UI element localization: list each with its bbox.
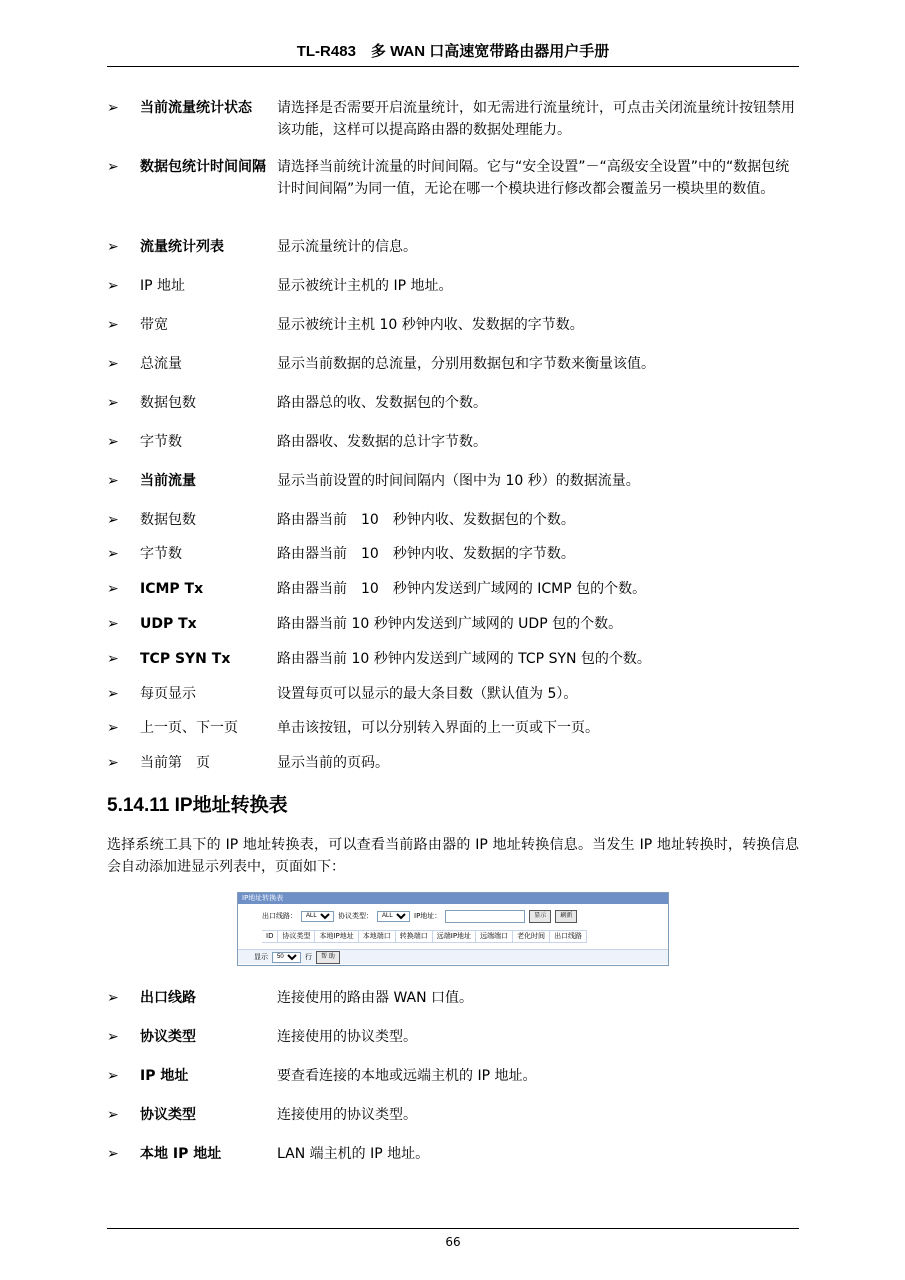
bullet-icon: ➢ [107, 356, 119, 372]
table-column-header: 老化时间 [513, 931, 550, 942]
refresh-button[interactable]: 刷新 [555, 910, 577, 923]
definition-term: 带宽 [140, 317, 168, 333]
definition-term: 字节数 [140, 546, 182, 562]
table-column-header: ID [262, 931, 278, 942]
page-size-select[interactable] [272, 952, 301, 963]
ip-input[interactable] [445, 910, 525, 923]
screenshot-footer [238, 949, 668, 964]
table-column-header: 出口线路 [550, 931, 587, 942]
bullet-icon: ➢ [107, 581, 119, 597]
out-line-select[interactable] [301, 911, 334, 922]
bullet-icon: ➢ [107, 1107, 119, 1123]
bullet-icon: ➢ [107, 278, 119, 294]
filter-bar [262, 909, 577, 923]
page-number: 66 [445, 1235, 461, 1249]
definition-desc: 显示当前设置的时间间隔内（图中为 10 秒）的数据流量。 [277, 473, 640, 489]
bullet-icon: ➢ [107, 317, 119, 333]
definition-term: 当前第 页 [140, 755, 210, 771]
definition-desc: 显示当前数据的总流量，分别用数据包和字节数来衡量该值。 [277, 356, 655, 372]
definition-desc: 显示被统计主机的 IP 地址。 [277, 278, 453, 294]
definition-term: 每页显示 [140, 686, 196, 702]
definition-desc: 设置每页可以显示的最大条目数（默认值为 5）。 [277, 686, 578, 702]
definition-term: 总流量 [140, 356, 182, 372]
definition-desc: 路由器当前 10 秒钟内发送到广域网的 ICMP 包的个数。 [277, 581, 647, 597]
table-header [262, 930, 587, 943]
definition-term: 数据包数 [140, 395, 196, 411]
page-header: TL-R483 多 WAN 口高速宽带路由器用户手册 [296, 43, 610, 60]
bullet-icon: ➢ [107, 546, 119, 562]
definition-desc: 路由器总的收、发数据包的个数。 [277, 395, 487, 411]
definition-desc: LAN 端主机的 IP 地址。 [277, 1146, 430, 1162]
definition-desc: 连接使用的协议类型。 [277, 1029, 417, 1045]
table-column-header: 协议类型 [278, 931, 315, 942]
bullet-icon: ➢ [107, 239, 119, 255]
definition-term: 出口线路 [140, 990, 196, 1006]
page-size-unit: 行 [305, 953, 312, 961]
bullet-icon: ➢ [107, 651, 119, 667]
definition-term: 协议类型 [140, 1029, 196, 1045]
table-column-header: 转换端口 [396, 931, 433, 942]
definition-term: 数据包数 [140, 512, 196, 528]
screenshot-title: IP地址转换表 [238, 893, 668, 904]
definition-term: 流量统计列表 [140, 239, 224, 255]
definition-term: 本地 IP 地址 [140, 1146, 222, 1162]
protocol-select[interactable] [377, 911, 410, 922]
definition-desc: 显示流量统计的信息。 [277, 239, 417, 255]
definition-desc: 单击该按钮，可以分别转入界面的上一页或下一页。 [277, 720, 599, 736]
show-button[interactable]: 显示 [529, 910, 551, 923]
definition-desc: 显示当前的页码。 [277, 755, 389, 771]
ip-translation-table-screenshot [237, 892, 669, 966]
bullet-icon: ➢ [107, 1029, 119, 1045]
bullet-icon: ➢ [107, 616, 119, 632]
definition-desc: 路由器当前 10 秒钟内收、发数据包的个数。 [277, 512, 575, 528]
definition-desc: 路由器收、发数据的总计字节数。 [277, 434, 487, 450]
header-rule [107, 66, 799, 67]
definition-desc: 显示被统计主机 10 秒钟内收、发数据的字节数。 [277, 317, 584, 333]
protocol-label: 协议类型： [338, 912, 373, 920]
footer-rule [107, 1228, 799, 1229]
definition-term: 当前流量 [140, 473, 196, 489]
definition-term: TCP SYN Tx [140, 651, 231, 667]
table-column-header: 本地端口 [359, 931, 396, 942]
bullet-icon: ➢ [107, 100, 119, 116]
definition-term: 字节数 [140, 434, 182, 450]
bullet-icon: ➢ [107, 1146, 119, 1162]
definition-desc: 路由器当前 10 秒钟内发送到广域网的 UDP 包的个数。 [277, 616, 623, 632]
definition-desc: 请选择当前统计流量的时间间隔。它与“安全设置”－“高级安全设置”中的“数据包统计时间间隔”为同一值，无论在哪一个模块进行修改都会覆盖另一模块里的数值。 [277, 159, 790, 197]
definition-desc: 路由器当前 10 秒钟内收、发数据的字节数。 [277, 546, 575, 562]
definition-term: IP 地址 [140, 278, 186, 294]
section-intro: 选择系统工具下的 IP 地址转换表，可以查看当前路由器的 IP 地址转换信息。当发生 IP 地址转换时，转换信息会自动添加进显示列表中，页面如下： [107, 837, 799, 875]
bullet-icon: ➢ [107, 686, 119, 702]
bullet-icon: ➢ [107, 990, 119, 1006]
table-column-header: 远端IP地址 [433, 931, 476, 942]
definition-desc: 要查看连接的本地或远端主机的 IP 地址。 [277, 1068, 537, 1084]
bullet-icon: ➢ [107, 159, 119, 175]
definition-desc: 连接使用的路由器 WAN 口值。 [277, 990, 474, 1006]
definition-term: 协议类型 [140, 1107, 196, 1123]
definition-desc: 连接使用的协议类型。 [277, 1107, 417, 1123]
page-size-label: 显示 [254, 953, 268, 961]
bullet-icon: ➢ [107, 512, 119, 528]
definition-desc: 路由器当前 10 秒钟内发送到广域网的 TCP SYN 包的个数。 [277, 651, 651, 667]
ip-label: IP地址： [414, 912, 442, 920]
definition-term: 当前流量统计状态 [140, 100, 252, 116]
bullet-icon: ➢ [107, 720, 119, 736]
definition-term: 上一页、下一页 [140, 720, 238, 736]
definition-desc: 请选择是否需要开启流量统计，如无需进行流量统计，可点击关闭流量统计按钮禁用该功能，这样可以提高路由器的数据处理能力。 [277, 100, 795, 138]
bullet-icon: ➢ [107, 473, 119, 489]
section-title: 5.14.11 IP地址转换表 [107, 795, 288, 816]
definition-term: UDP Tx [140, 616, 197, 632]
help-button[interactable]: 帮 助 [316, 951, 340, 964]
bullet-icon: ➢ [107, 755, 119, 771]
table-column-header: 本地IP地址 [315, 931, 358, 942]
bullet-icon: ➢ [107, 1068, 119, 1084]
bullet-icon: ➢ [107, 395, 119, 411]
out-line-label: 出口线路： [262, 912, 297, 920]
bullet-icon: ➢ [107, 434, 119, 450]
definition-term: ICMP Tx [140, 581, 204, 597]
definition-term: 数据包统计时间间隔 [140, 159, 266, 175]
definition-term: IP 地址 [140, 1068, 189, 1084]
table-column-header: 远端端口 [476, 931, 513, 942]
